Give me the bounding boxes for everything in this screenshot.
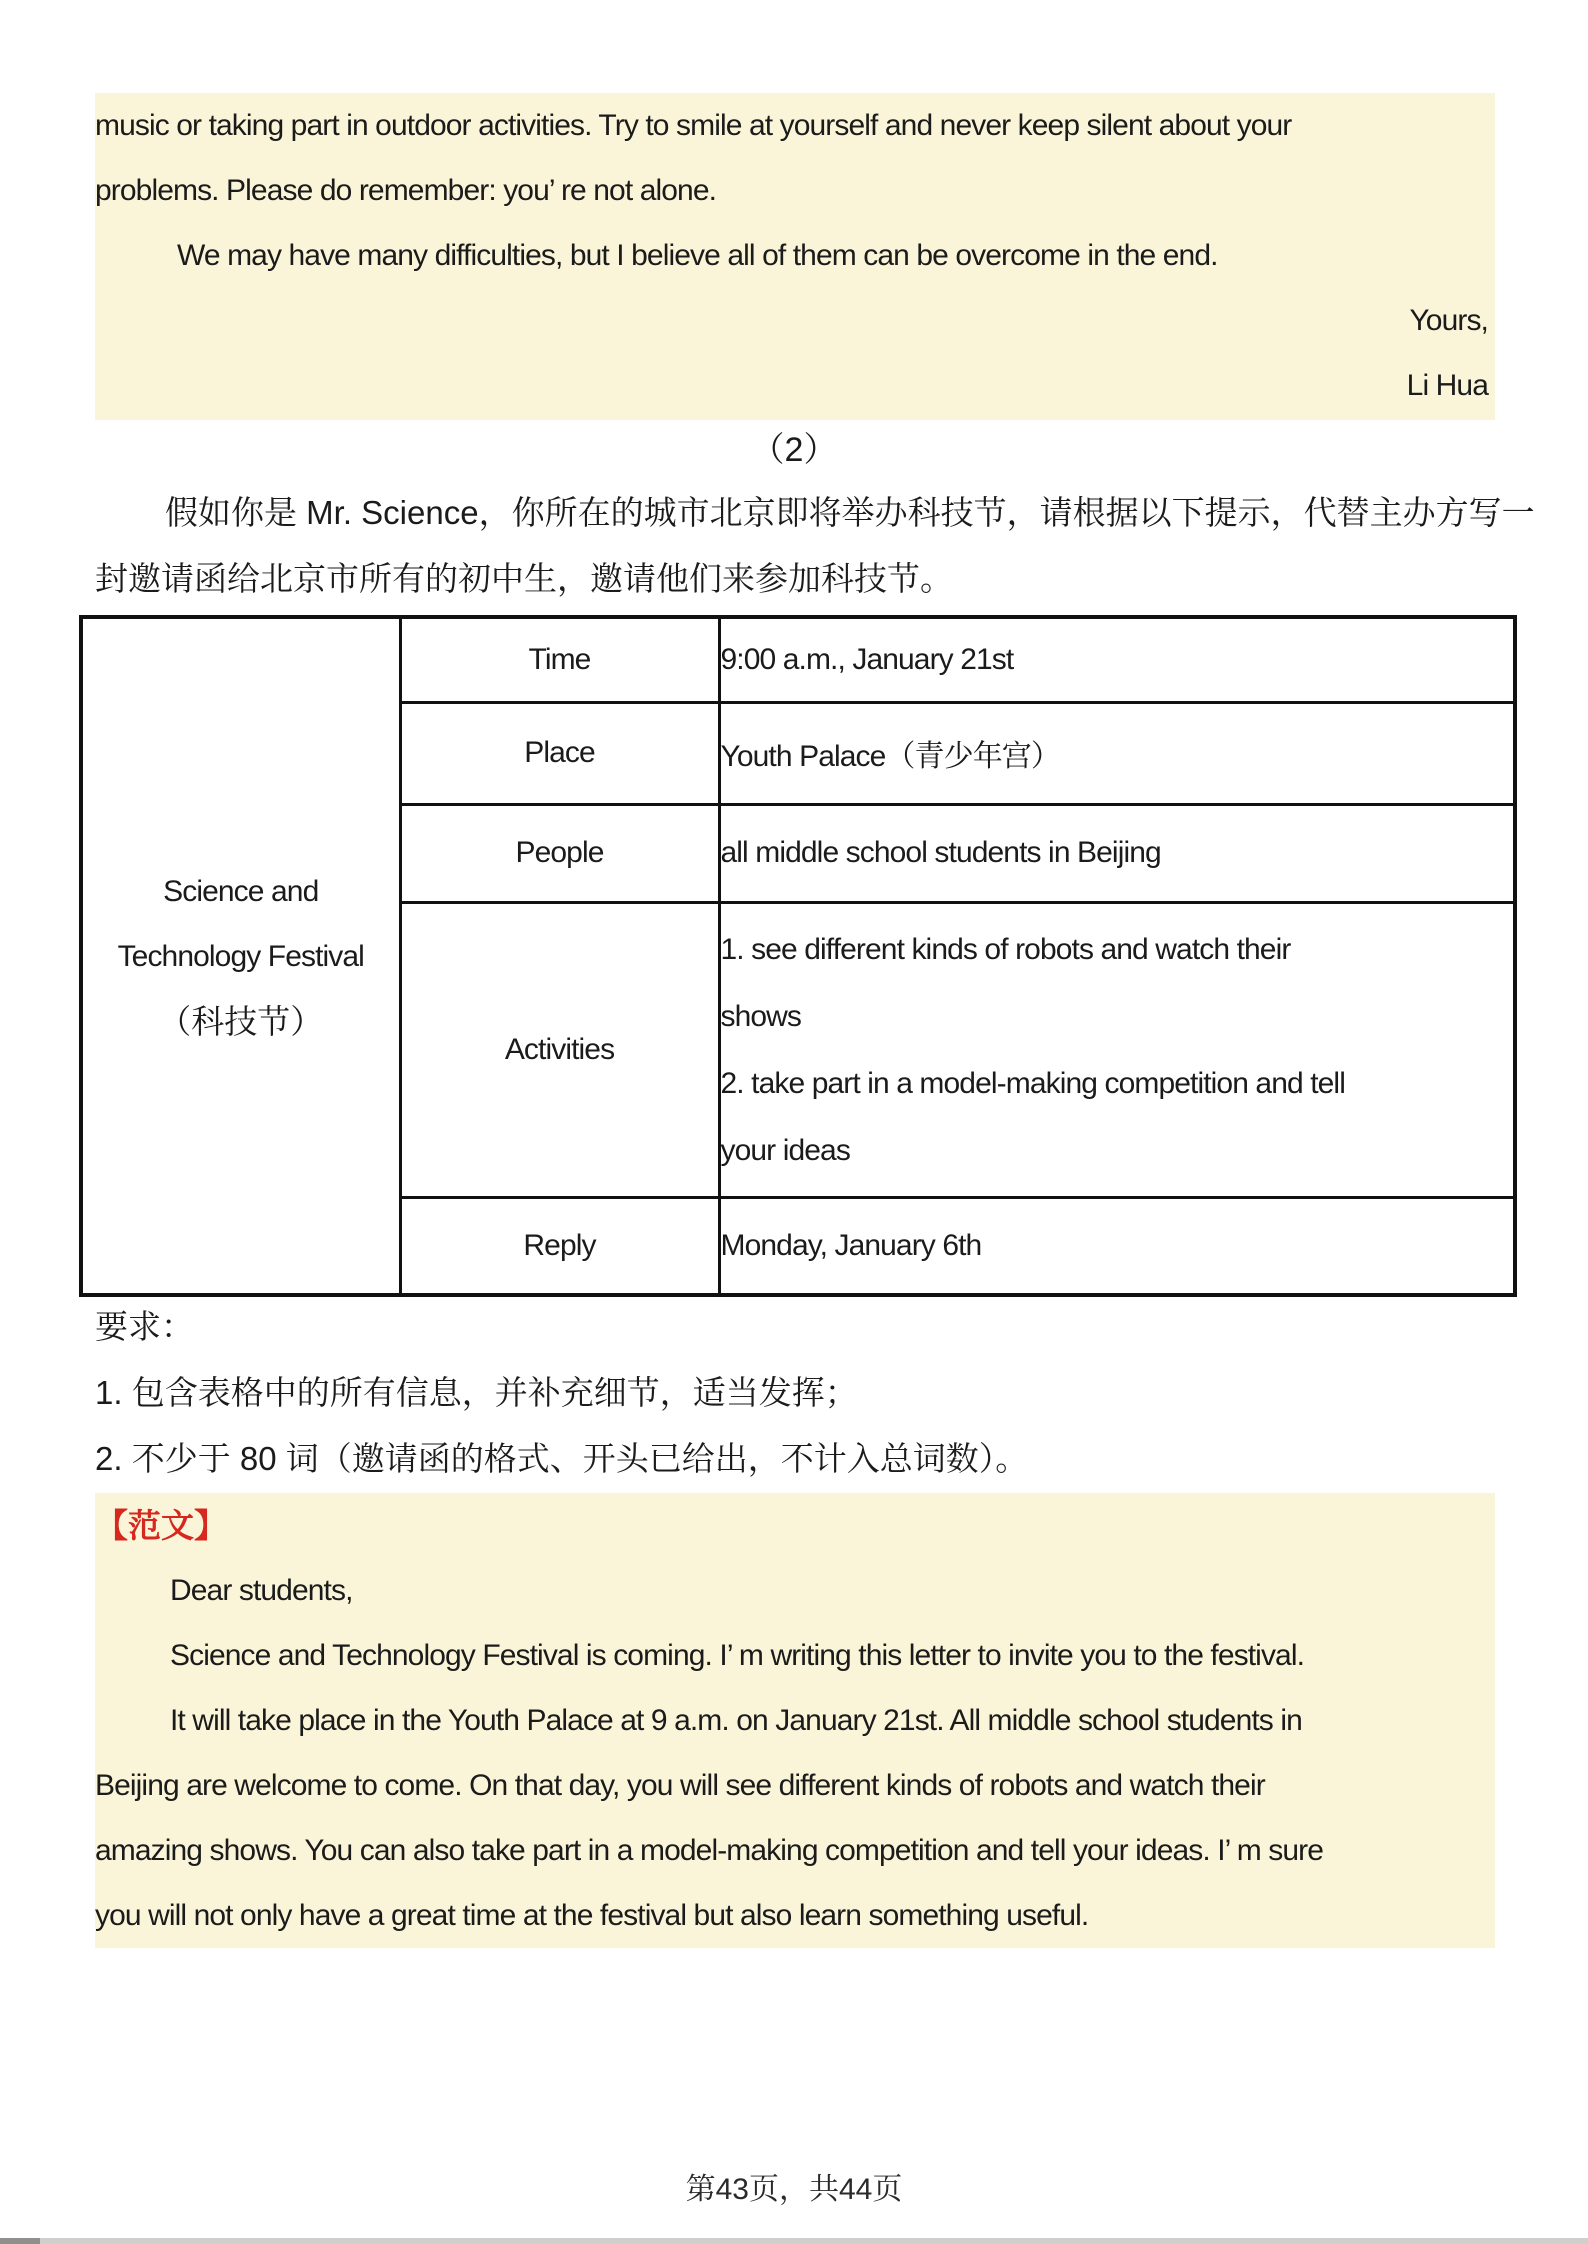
topic-line-3: （科技节） bbox=[158, 1002, 324, 1040]
essay-line-6: you will not only have a great time at the festival but also learn something useful. bbox=[95, 1899, 1089, 1932]
prompt-line-1: 假如你是 Mr. Science，你所在的城市北京即将举办科技节，请根据以下提示，代替主办方写一 bbox=[165, 494, 1535, 531]
letter-line-2: problems. Please do remember: you’ re not alone. bbox=[95, 174, 717, 207]
table-value-activities bbox=[719, 902, 1515, 1197]
letter-line-3: We may have many difficulties, but I believe all of them can be overcome in the end. bbox=[177, 239, 1218, 272]
page-edge-strip-dark bbox=[0, 2238, 40, 2244]
activities-line-4: your ideas bbox=[720, 1133, 850, 1167]
letter-signature-yours: Yours, bbox=[1409, 304, 1488, 337]
table-label-activities: Activities bbox=[400, 902, 719, 1197]
essay-line-5: amazing shows. You can also take part in a model-making competition and tell your ideas. I’ m sure bbox=[95, 1834, 1324, 1867]
opening-letter-highlight bbox=[95, 93, 1495, 420]
activities-line-1: 1. see different kinds of robots and watch their bbox=[720, 932, 1291, 966]
table-value-place: Youth Palace（青少年宫） bbox=[719, 702, 1515, 804]
letter-signature-name: Li Hua bbox=[1406, 369, 1488, 402]
page-edge-strip bbox=[0, 2238, 1588, 2244]
table-value-reply: Monday, January 6th bbox=[719, 1197, 1515, 1295]
table-label-reply: Reply bbox=[400, 1197, 719, 1295]
prompt-line-2: 封邀请函给北京市所有的初中生，邀请他们来参加科技节。 bbox=[95, 560, 953, 597]
requirements-item-2: 2. 不少于 80 词（邀请函的格式、开头已给出，不计入总词数）。 bbox=[95, 1440, 1029, 1477]
requirements-title: 要求： bbox=[95, 1308, 194, 1345]
table-label-place: Place bbox=[400, 702, 719, 804]
table-label-time: Time bbox=[400, 617, 719, 702]
essay-line-3: It will take place in the Youth Palace at 9 a.m. on January 21st. All middle school students in bbox=[170, 1704, 1302, 1737]
topic-line-1: Science and bbox=[163, 874, 319, 908]
table-value-time: 9:00 a.m., January 21st bbox=[719, 617, 1515, 702]
essay-line-4: Beijing are welcome to come. On that day, you will see different kinds of robots and watch their bbox=[95, 1769, 1265, 1802]
requirements-item-1: 1. 包含表格中的所有信息，并补充细节，适当发挥； bbox=[95, 1374, 858, 1411]
section-heading: （2） bbox=[750, 431, 838, 469]
activities-line-3: 2. take part in a model-making competition and tell bbox=[720, 1066, 1345, 1100]
table-topic-cell bbox=[81, 617, 400, 1295]
info-table bbox=[79, 615, 1517, 1297]
model-essay-label: 【范文】 bbox=[95, 1507, 227, 1544]
model-essay-highlight bbox=[95, 1493, 1495, 1948]
table-label-people: People bbox=[400, 804, 719, 902]
letter-line-1: music or taking part in outdoor activities. Try to smile at yourself and never keep silent about your bbox=[95, 109, 1292, 142]
topic-line-2: Technology Festival bbox=[117, 939, 364, 973]
essay-line-1: Dear students, bbox=[170, 1574, 353, 1607]
activities-line-2: shows bbox=[720, 999, 802, 1033]
page-footer: 第43页，共44页 bbox=[685, 2173, 903, 2206]
essay-line-2: Science and Technology Festival is coming. I’ m writing this letter to invite you to the festival. bbox=[170, 1639, 1305, 1672]
requirements bbox=[95, 1294, 1495, 1492]
writing-prompt bbox=[95, 480, 1535, 612]
table-value-people: all middle school students in Beijing bbox=[719, 804, 1515, 902]
